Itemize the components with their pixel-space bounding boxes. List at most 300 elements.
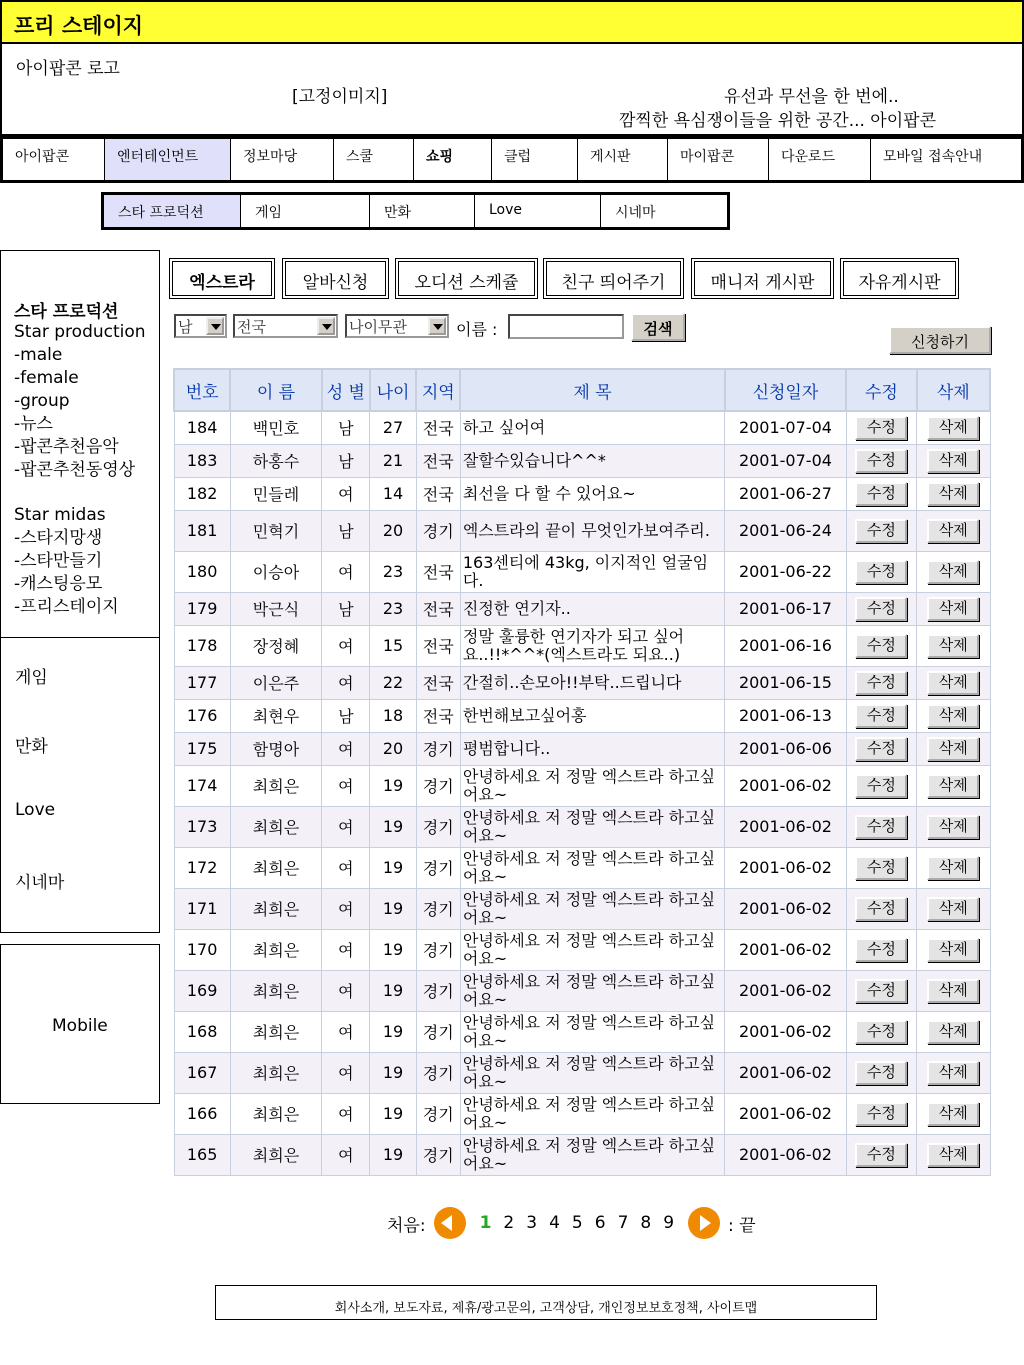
applicant-gender: 여 [322,888,370,929]
main-nav-item-club[interactable]: 클럽 [492,139,578,180]
main-nav-item-download[interactable]: 다운로드 [769,139,871,180]
applicant-region: 전국 [416,592,460,625]
applicant-name: 박근식 [230,592,321,625]
delete-button[interactable]: 삭제 [927,671,979,695]
main-nav [0,136,1024,183]
edit-button[interactable]: 수정 [855,671,907,695]
applicant-region: 경기 [416,765,460,806]
applicant-name: 민혁기 [230,510,321,551]
applicant-gender: 여 [322,551,370,592]
row-title[interactable]: 안녕하세요 저 정말 엑스트라 하고싶어요~ [460,1134,724,1175]
sidebar-item[interactable]: -팝콘추천동영상 [14,460,136,480]
row-number: 181 [174,510,230,551]
applicant-table [173,368,991,1176]
applicant-age: 23 [370,592,416,625]
applicant-age: 19 [370,1052,416,1093]
column-header-date: 신청일자 [725,369,847,411]
delete-button[interactable]: 삭제 [927,416,979,440]
row-number: 183 [174,444,230,477]
edit-button[interactable]: 수정 [855,560,907,584]
page-link[interactable]: 9 [663,1213,675,1233]
edit-button[interactable]: 수정 [855,597,907,621]
sidebar-item[interactable]: -스타지망생 [14,528,103,548]
delete-button-cell [917,699,990,732]
edit-button-cell [846,970,916,1011]
row-date: 2001-06-02 [725,765,847,806]
arrow-left-icon[interactable] [434,1207,466,1239]
tab-free-board[interactable]: 자유게시판 [843,261,956,296]
row-title[interactable]: 안녕하세요 저 정말 엑스트라 하고싶어요~ [460,1093,724,1134]
edit-button[interactable]: 수정 [855,737,907,761]
applicant-name: 최희은 [230,847,321,888]
applicant-region: 전국 [416,666,460,699]
row-title[interactable]: 진정한 연기자.. [460,592,724,625]
table-row [174,1052,990,1093]
table-row [174,510,990,551]
delete-button[interactable]: 삭제 [927,634,979,658]
delete-button[interactable]: 삭제 [927,482,979,506]
delete-button-cell [917,1052,990,1093]
edit-button-cell [846,592,916,625]
edit-button-cell [846,765,916,806]
main-nav-item-shopping[interactable]: 쇼핑 [414,139,492,180]
fixed-image-placeholder: [고정이미지] [292,87,388,107]
tab-part-time[interactable]: 알바신청 [285,261,386,296]
row-title[interactable]: 안녕하세요 저 정말 엑스트라 하고싶어요~ [460,1011,724,1052]
edit-button-cell [846,444,916,477]
edit-button-cell [846,847,916,888]
table-row [174,929,990,970]
main-nav-item-mobile-guide[interactable]: 모바일 접속안내 [883,149,983,165]
applicant-region: 경기 [416,1011,460,1052]
applicant-name: 이승아 [230,551,321,592]
table-row [174,666,990,699]
edit-button[interactable]: 수정 [855,1102,907,1126]
applicant-age: 19 [370,929,416,970]
page-link[interactable]: 6 [594,1213,606,1233]
applicant-name: 최희은 [230,1011,321,1052]
applicant-region: 경기 [416,1134,460,1175]
delete-button[interactable]: 삭제 [927,856,979,880]
applicant-gender: 남 [322,444,370,477]
row-number: 174 [174,765,230,806]
applicant-region: 경기 [416,510,460,551]
applicant-age: 19 [370,970,416,1011]
row-date: 2001-06-02 [725,806,847,847]
row-number: 176 [174,699,230,732]
applicant-age: 19 [370,1093,416,1134]
row-date: 2001-06-27 [725,477,847,510]
sidebar-menu-comic[interactable]: 만화 [15,737,48,757]
edit-button-cell [846,477,916,510]
applicant-gender: 남 [322,699,370,732]
row-number: 182 [174,477,230,510]
sidebar-item[interactable]: -group [14,391,70,411]
applicant-age: 23 [370,551,416,592]
row-number: 179 [174,592,230,625]
tab-manager-board[interactable]: 매니저 게시판 [694,261,831,296]
applicant-name: 최희은 [230,929,321,970]
row-title[interactable]: 한번해보고싶어홍 [460,699,724,732]
edit-button-cell [846,1052,916,1093]
applicant-name: 최희은 [230,888,321,929]
main-nav-item-mypopcorn[interactable]: 마이팝콘 [668,139,769,180]
age-select[interactable] [345,314,449,338]
applicant-gender: 여 [322,1011,370,1052]
edit-button-cell [846,888,916,929]
edit-button-cell [846,666,916,699]
row-number: 173 [174,806,230,847]
sub-nav-item-love[interactable]: Love [475,195,601,227]
row-date: 2001-07-04 [725,411,847,444]
row-date: 2001-06-02 [725,929,847,970]
edit-button-cell [846,411,916,444]
chevron-down-icon [206,317,224,335]
row-title[interactable]: 간절히..손모아!!부탁..드립니다 [460,666,724,699]
delete-button-cell [917,444,990,477]
edit-button[interactable]: 수정 [855,856,907,880]
applicant-gender: 여 [322,1052,370,1093]
page-link[interactable]: 2 [503,1213,515,1233]
delete-button[interactable]: 삭제 [927,979,979,1003]
edit-button-cell [846,1011,916,1052]
sub-nav-item-star-production[interactable]: 스타 프로덕션 [104,195,241,227]
row-number: 170 [174,929,230,970]
applicant-gender: 여 [322,970,370,1011]
applicant-gender: 남 [322,592,370,625]
edit-button[interactable]: 수정 [855,634,907,658]
delete-button[interactable]: 삭제 [927,1102,979,1126]
table-row [174,1011,990,1052]
row-date: 2001-06-02 [725,888,847,929]
sidebar-mobile-box [0,944,160,1104]
applicant-gender: 여 [322,806,370,847]
applicant-name: 백민호 [230,411,321,444]
gender-select-value: 남 [178,318,193,336]
edit-button[interactable]: 수정 [855,416,907,440]
sidebar-menu-cinema[interactable]: 시네마 [15,873,65,893]
applicant-age: 18 [370,699,416,732]
sidebar-menu-game[interactable]: 게임 [15,668,48,688]
row-date: 2001-06-02 [725,1011,847,1052]
delete-button-cell [917,806,990,847]
region-select[interactable] [233,314,338,338]
applicant-age: 19 [370,888,416,929]
main-nav-item-info[interactable]: 정보마당 [231,139,334,180]
row-date: 2001-06-15 [725,666,847,699]
slogan-line-1: 유선과 무선을 한 번에.. [724,87,899,107]
site-logo[interactable]: 아이팝콘 로고 [16,59,120,79]
row-number: 178 [174,625,230,666]
region-select-value: 전국 [237,318,266,336]
page-link[interactable]: 8 [640,1213,652,1233]
row-title[interactable]: 안녕하세요 저 정말 엑스트라 하고싶어요~ [460,970,724,1011]
edit-button[interactable]: 수정 [855,704,907,728]
apply-button[interactable]: 신청하기 [889,326,991,354]
table-row [174,592,990,625]
row-title[interactable]: 최선을 다 할 수 있어요~ [460,477,724,510]
row-date: 2001-06-02 [725,1093,847,1134]
chevron-down-icon [317,317,335,335]
applicant-age: 14 [370,477,416,510]
delete-button[interactable]: 삭제 [927,560,979,584]
applicant-age: 19 [370,765,416,806]
applicant-region: 전국 [416,699,460,732]
edit-button[interactable]: 수정 [855,449,907,473]
row-number: 175 [174,732,230,765]
delete-button[interactable]: 삭제 [927,774,979,798]
main-nav-item-board[interactable]: 게시판 [578,139,668,180]
table-row [174,444,990,477]
applicant-age: 20 [370,732,416,765]
row-number: 167 [174,1052,230,1093]
delete-button-cell [917,625,990,666]
page-link[interactable]: 4 [549,1213,560,1233]
delete-button-cell [917,732,990,765]
applicant-name: 최희은 [230,1134,321,1175]
table-row [174,765,990,806]
delete-button-cell [917,765,990,806]
tab-promote-friend[interactable]: 친구 띄어주기 [546,261,681,296]
table-row [174,477,990,510]
delete-button[interactable]: 삭제 [927,1020,979,1044]
delete-button-cell [917,929,990,970]
tab-audition-schedule[interactable]: 오디션 스케쥴 [398,261,535,296]
table-row [174,1134,990,1175]
tab-extra[interactable]: 엑스트라 [172,261,272,296]
gender-select[interactable] [174,314,227,338]
search-button[interactable]: 검색 [631,313,685,341]
sidebar-menu-love[interactable]: Love [15,800,56,820]
applicant-region: 전국 [416,551,460,592]
edit-button-cell [846,732,916,765]
arrow-right-icon[interactable] [688,1207,720,1239]
page-link[interactable]: 7 [617,1213,629,1233]
table-row [174,551,990,592]
sidebar-item[interactable]: -뉴스 [14,414,53,434]
applicant-region: 경기 [416,732,460,765]
table-row [174,1093,990,1134]
applicant-age: 19 [370,1134,416,1175]
row-date: 2001-06-24 [725,510,847,551]
page-link[interactable]: 3 [526,1213,538,1233]
delete-button-cell [917,411,990,444]
edit-button-cell [846,699,916,732]
delete-button[interactable]: 삭제 [927,938,979,962]
row-date: 2001-06-17 [725,592,847,625]
applicant-region: 경기 [416,847,460,888]
site-header [0,44,1024,136]
column-header-name: 이 름 [230,369,321,411]
page-link-current[interactable]: 1 [479,1213,492,1233]
edit-button-cell [846,625,916,666]
applicant-gender: 여 [322,732,370,765]
applicant-gender: 여 [322,765,370,806]
table-row [174,806,990,847]
row-title[interactable]: 163센티에 43kg, 이지적인 얼굴임다. [460,551,724,592]
edit-button[interactable]: 수정 [855,979,907,1003]
delete-button-cell [917,970,990,1011]
delete-button[interactable]: 삭제 [927,737,979,761]
delete-button-cell [917,847,990,888]
sidebar-item[interactable]: Star midas [14,505,106,525]
sidebar-item[interactable]: -male [14,345,63,365]
delete-button[interactable]: 삭제 [927,1061,979,1085]
row-date: 2001-06-13 [725,699,847,732]
delete-button[interactable]: 삭제 [927,597,979,621]
applicant-name: 최희은 [230,806,321,847]
row-title[interactable]: 안녕하세요 저 정말 엑스트라 하고싶어요~ [460,765,724,806]
row-title[interactable]: 정말 훌륭한 연기자가 되고 싶어요..!!*^^*(엑스트라도 되요..) [460,625,724,666]
edit-button-cell [846,929,916,970]
applicant-gender: 여 [322,666,370,699]
column-header-number: 번호 [174,369,230,411]
row-number: 172 [174,847,230,888]
edit-button-cell [846,510,916,551]
sidebar-item[interactable]: -캐스팅응모 [14,574,103,594]
applicant-gender: 남 [322,510,370,551]
applicant-region: 경기 [416,929,460,970]
sidebar-item[interactable]: -프리스테이지 [14,597,119,617]
sidebar-item[interactable]: Star production [14,322,146,342]
applicant-gender: 남 [322,411,370,444]
delete-button-cell [917,1093,990,1134]
edit-button[interactable]: 수정 [855,938,907,962]
applicant-gender: 여 [322,847,370,888]
applicant-region: 경기 [416,1093,460,1134]
edit-button[interactable]: 수정 [855,482,907,506]
row-date: 2001-06-06 [725,732,847,765]
row-title[interactable]: 안녕하세요 저 정말 엑스트라 하고싶어요~ [460,888,724,929]
applicant-name: 최희은 [230,1052,321,1093]
sub-nav-item-game[interactable]: 게임 [241,195,370,227]
applicant-name: 최희은 [230,970,321,1011]
row-title[interactable]: 안녕하세요 저 정말 엑스트라 하고싶어요~ [460,806,724,847]
applicant-region: 경기 [416,1052,460,1093]
applicant-name: 함명아 [230,732,321,765]
table-row [174,699,990,732]
applicant-region: 경기 [416,888,460,929]
column-header-delete: 삭제 [917,369,990,411]
column-header-title: 제 목 [460,369,724,411]
row-date: 2001-06-02 [725,847,847,888]
row-title[interactable]: 엑스트라의 끝이 무엇인가보여주리. [460,510,724,551]
delete-button-cell [917,666,990,699]
edit-button-cell [846,1093,916,1134]
applicant-gender: 여 [322,625,370,666]
row-number: 168 [174,1011,230,1052]
row-date: 2001-06-02 [725,1134,847,1175]
table-row [174,732,990,765]
row-title[interactable]: 안녕하세요 저 정말 엑스트라 하고싶어요~ [460,929,724,970]
applicant-age: 20 [370,510,416,551]
row-date: 2001-06-16 [725,625,847,666]
applicant-age: 19 [370,847,416,888]
applicant-region: 전국 [416,625,460,666]
edit-button[interactable]: 수정 [855,774,907,798]
main-nav-item-school[interactable]: 스쿨 [334,139,414,180]
row-title[interactable]: 평범합니다.. [460,732,724,765]
edit-button[interactable]: 수정 [855,1020,907,1044]
slogan-line-2: 깜찍한 욕심쟁이들을 위한 공간... 아이팝콘 [619,111,937,131]
delete-button[interactable]: 삭제 [927,519,979,543]
sub-nav-item-comic[interactable]: 만화 [370,195,475,227]
table-header-row [174,369,990,411]
page-link[interactable]: 5 [571,1213,583,1233]
column-header-gender: 성 별 [322,369,370,411]
sidebar-mobile-link[interactable]: Mobile [52,1016,108,1036]
sidebar-star-production [0,250,160,638]
edit-button[interactable]: 수정 [855,1143,907,1167]
applicant-age: 15 [370,625,416,666]
edit-button[interactable]: 수정 [855,815,907,839]
applicant-age: 22 [370,666,416,699]
applicant-region: 전국 [416,444,460,477]
column-header-edit: 수정 [846,369,916,411]
edit-button[interactable]: 수정 [855,519,907,543]
row-title[interactable]: 하고 싶어여 [460,411,724,444]
sidebar-item[interactable]: -female [14,368,79,388]
applicant-age: 19 [370,806,416,847]
main-nav-item-ipopcorn[interactable]: 아이팝콘 [3,139,105,180]
row-number: 165 [174,1134,230,1175]
delete-button-cell [917,592,990,625]
edit-button[interactable]: 수정 [855,897,907,921]
delete-button-cell [917,551,990,592]
sidebar-item[interactable]: -스타만들기 [14,551,103,571]
edit-button-cell [846,806,916,847]
delete-button[interactable]: 삭제 [927,815,979,839]
row-title[interactable]: 잘할수있습니다^^* [460,444,724,477]
pagination-first-label: 처음: [387,1215,426,1236]
edit-button[interactable]: 수정 [855,1061,907,1085]
delete-button[interactable]: 삭제 [927,897,979,921]
delete-button[interactable]: 삭제 [927,449,979,473]
row-date: 2001-07-04 [725,444,847,477]
delete-button[interactable]: 삭제 [927,704,979,728]
applicant-region: 전국 [416,477,460,510]
table-row [174,625,990,666]
row-title[interactable]: 안녕하세요 저 정말 엑스트라 하고싶어요~ [460,847,724,888]
name-search-input[interactable] [508,314,624,339]
row-date: 2001-06-02 [725,970,847,1011]
applicant-name: 최현우 [230,699,321,732]
column-header-age: 나이 [370,369,416,411]
sub-nav-item-cinema[interactable]: 시네마 [615,205,656,221]
edit-button-cell [846,551,916,592]
sidebar-menu [0,637,160,933]
applicant-region: 경기 [416,806,460,847]
table-row [174,847,990,888]
footer-links[interactable]: 회사소개, 보도자료, 제휴/광고문의, 고객상담, 개인정보보호정책, 사이트맵 [215,1285,877,1320]
pagination-last-label: : 끝 [728,1215,756,1236]
sub-nav [101,192,730,230]
delete-button-cell [917,1134,990,1175]
delete-button-cell [917,888,990,929]
applicant-gender: 여 [322,929,370,970]
table-row [174,888,990,929]
sidebar-item[interactable]: -팝콘추천음악 [14,437,119,457]
edit-button-cell [846,1134,916,1175]
delete-button[interactable]: 삭제 [927,1143,979,1167]
row-number: 177 [174,666,230,699]
row-title[interactable]: 안녕하세요 저 정말 엑스트라 하고싶어요~ [460,1052,724,1093]
applicant-age: 19 [370,1011,416,1052]
delete-button-cell [917,510,990,551]
applicant-region: 전국 [416,411,460,444]
table-row [174,411,990,444]
main-nav-item-entertainment[interactable]: 엔터테인먼트 [105,139,231,180]
